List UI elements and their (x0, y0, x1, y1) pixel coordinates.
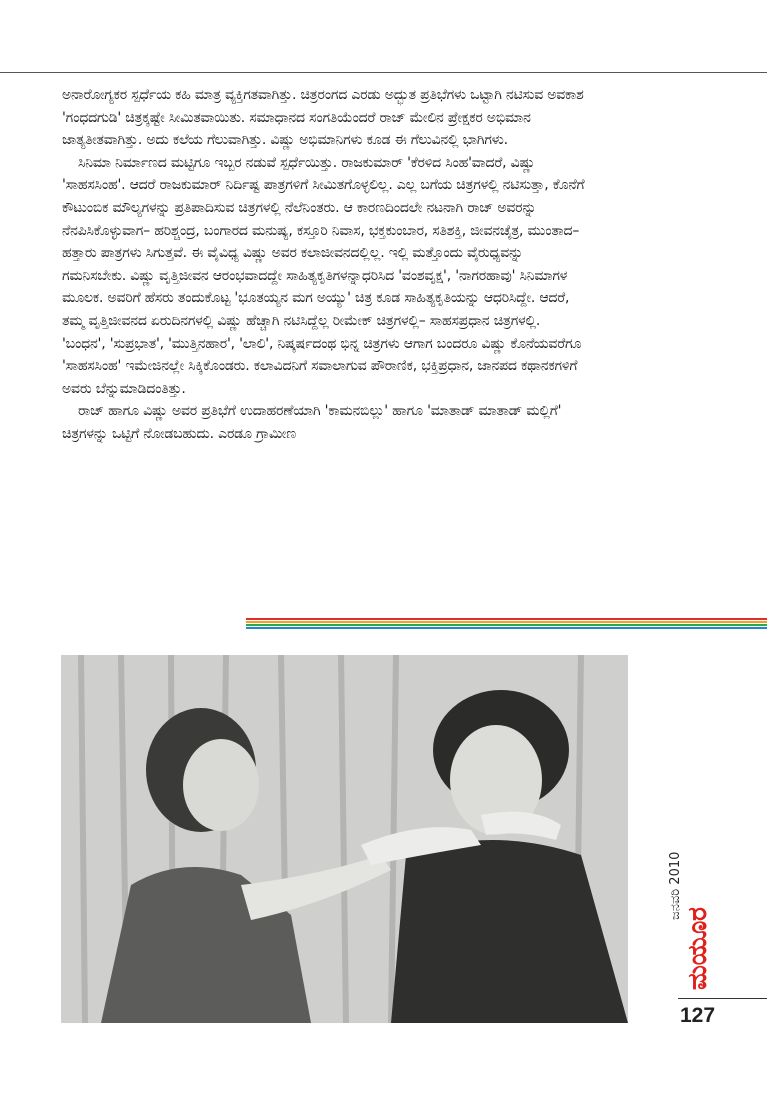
magazine-logo: ಮಯೂರ (683, 907, 713, 990)
color-stripes-divider (246, 618, 767, 630)
top-rule (0, 72, 767, 73)
stripe-green (246, 624, 767, 626)
article-body (62, 84, 587, 446)
page-number-rule (678, 998, 767, 999)
page-number: 127 (680, 1004, 716, 1027)
photo-actors-garland (61, 655, 628, 1023)
paragraph-2: ಸಿನಿಮಾ ನಿರ್ಮಾಣದ ಮಟ್ಟಿಗೂ ಇಬ್ಬರ ನಡುವೆ ಸ್ಪರ್ಧೆಯಿತ್ತು. ರಾಜಕುಮಾರ್ 'ಕೆರಳಿದ ಸಿಂಹ'ವಾದರೆ, ವಿಷ್ಣು 'ಸಾಹಸಸಿಂಹ'. ಆದರೆ ರಾಜಕುಮಾರ್ ನಿರ್ದಿಷ್ಟ ಪಾತ್ರಗಳಿಗೆ ಸೀಮಿತಗೊಳ್ಳಲಿಲ್ಲ. ಎಲ್ಲ ಬಗೆಯ ಚಿತ್ರಗಳಲ್ಲಿ ನಟಿಸುತ್ತಾ, ಕೊನೆಗೆ ಕೌಟುಂಬಿಕ ಮೌಲ್ಯಗಳನ್ನು ಪ್ರತಿಪಾದಿಸುವ ಚಿತ್ರಗಳಲ್ಲಿ ನೆಲೆನಿಂತರು. ಆ ಕಾರಣದಿಂದಲೇ ನಟನಾಗಿ ರಾಜ್ ಅವರನ್ನು ನೆನಪಿಸಿಕೊಳ್ಳುವಾಗ– ಹರಿಶ್ಚಂದ್ರ, ಬಂಗಾರದ ಮನುಷ್ಯ, ಕಸ್ತೂರಿ ನಿವಾಸ, ಭಕ್ತಕುಂಬಾರ, ಸತಿಶಕ್ತಿ, ಜೀವನಚೈತ್ರ, ಮುಂತಾದ– ಹತ್ತಾರು ಪಾತ್ರಗಳು ಸಿಗುತ್ತವೆ. ಈ ವೈವಿಧ್ಯ ವಿಷ್ಣು ಅವರ ಕಲಾಜೀವನದಲ್ಲಿಲ್ಲ. ಇಲ್ಲಿ ಮತ್ತೊಂದು ವೈರುಧ್ಯವನ್ನು ಗಮನಿಸಬೇಕು. ವಿಷ್ಣು ವೃತ್ತಿಜೀವನ ಆರಂಭವಾದದ್ದೇ ಸಾಹಿತ್ಯಕೃತಿಗಳನ್ನಾಧರಿಸಿದ 'ವಂಶವೃಕ್ಷ', 'ನಾಗರಹಾವು' ಸಿನಿಮಾಗಳ ಮೂಲಕ. ಅವರಿಗೆ ಹೆಸರು ತಂದುಕೊಟ್ಟ 'ಭೂತಯ್ಯನ ಮಗ ಅಯ್ಯು' ಚಿತ್ರ ಕೂಡ ಸಾಹಿತ್ಯಕೃತಿಯನ್ನು ಆಧರಿಸಿದ್ದೇ. ಆದರೆ, ತಮ್ಮ ವೃತ್ತಿಜೀವನದ ಏರುದಿನಗಳಲ್ಲಿ ವಿಷ್ಣು ಹೆಚ್ಚಾಗಿ ನಟಿಸಿದ್ದೆಲ್ಲ ರೀಮೇಕ್ ಚಿತ್ರಗಳಲ್ಲಿ– ಸಾಹಸಪ್ರಧಾನ ಚಿತ್ರಗಳಲ್ಲಿ. 'ಬಂಧನ', 'ಸುಪ್ರಭಾತ', 'ಮುತ್ತಿನಹಾರ', 'ಲಾಲಿ', ನಿಷ್ಕರ್ಷದಂಥ ಭಿನ್ನ ಚಿತ್ರಗಳು ಆಗಾಗ ಬಂದರೂ ವಿಷ್ಣು ಕೊನೆಯವರೆಗೂ 'ಸಾಹಸಸಿಂಹ' ಇಮೇಜಿನಲ್ಲೇ ಸಿಕ್ಕಿಕೊಂಡರು. ಕಲಾವಿದನಿಗೆ ಸವಾಲಾಗುವ ಪೌರಾಣಿಕ, ಭಕ್ತಿಪ್ರಧಾನ, ಜಾನಪದ ಕಥಾನಕಗಳಿಗೆ ಅವರು ಬೆನ್ನುಮಾಡಿದಂತಿತ್ತು. (62, 154, 585, 397)
stripe-red (246, 618, 767, 620)
paragraph-1: ಅನಾರೋಗ್ಯಕರ ಸ್ಪರ್ಧೆಯ ಕಹಿ ಮಾತ್ರ ವ್ಯಕ್ತಿಗತವಾಗಿತ್ತು. ಚಿತ್ರರಂಗದ ಎರಡು ಅದ್ಭುತ ಪ್ರತಿಭೆಗಳು ಒಟ್ಟಾಗಿ ನಟಿಸುವ ಅವಕಾಶ 'ಗಂಧದಗುಡಿ' ಚಿತ್ರಕ್ಕಷ್ಟೇ ಸೀಮಿತವಾಯಿತು. ಸಮಾಧಾನದ ಸಂಗತಿಯೆಂದರೆ ರಾಜ್ ಮೇಲಿನ ಪ್ರೇಕ್ಷಕರ ಅಭಿಮಾನ ಜಾತ್ಯತೀತವಾಗಿತ್ತು. ಅದು ಕಲೆಯ ಗೆಲುವಾಗಿತ್ತು. ವಿಷ್ಣು ಅಭಿಮಾನಿಗಳು ಕೂಡ ಈ ಗೆಲುವಿನಲ್ಲಿ ಭಾಗಿಗಳು. (62, 87, 584, 149)
issue-date: ಜನವರಿ 2010 (668, 851, 683, 920)
stripe-orange (246, 621, 767, 623)
photo-illustration (61, 655, 628, 1023)
stripe-blue (246, 627, 767, 629)
paragraph-3: ರಾಜ್ ಹಾಗೂ ವಿಷ್ಣು ಅವರ ಪ್ರತಿಭೆಗೆ ಉದಾಹರಣೆಯಾಗಿ 'ಕಾಮನಬಿಲ್ಲು' ಹಾಗೂ 'ಮಾತಾಡ್ ಮಾತಾಡ್ ಮಲ್ಲಿಗೆ' ಚಿತ್ರಗಳನ್ನು ಒಟ್ಟಿಗೆ ನೋಡಬಹುದು. ಎರಡೂ ಗ್ರಾಮೀಣ (62, 403, 562, 442)
